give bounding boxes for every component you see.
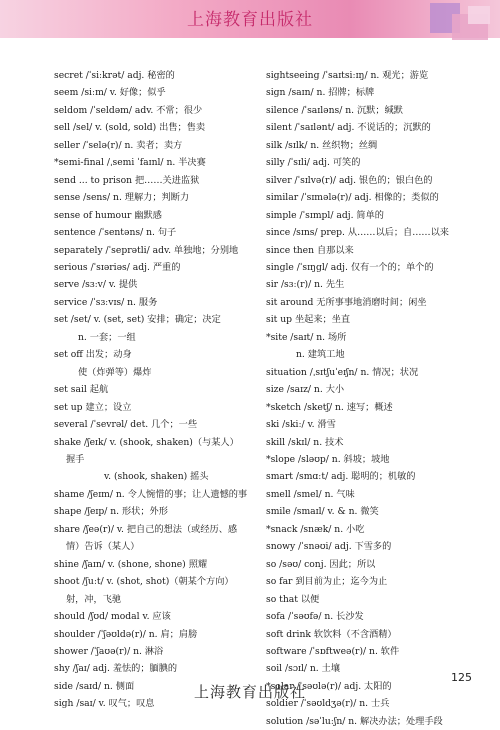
- glossary-entry-continuation: 使（炸弹等）爆炸: [78, 366, 152, 378]
- glossary-entry: soil /sɔɪl/ n. 土壤: [266, 663, 341, 675]
- glossary-entry-continuation: v. (shook, shaken) 摇头: [104, 471, 209, 483]
- glossary-entry: smart /smɑːt/ adj. 聪明的；机敏的: [266, 471, 416, 483]
- glossary-entry: *site /saɪt/ n. 场所: [266, 331, 347, 343]
- glossary-entry: side /saɪd/ n. 侧面: [54, 680, 135, 692]
- glossary-entry: silver /ˈsɪlvə(r)/ adj. 银色的；银白色的: [266, 174, 433, 186]
- glossary-entry: shoulder /ˈʃəʊldə(r)/ n. 肩；肩膀: [54, 628, 198, 640]
- glossary-entry-continuation: 射，冲，飞驰: [66, 593, 122, 605]
- glossary-entry-continuation: 情）告诉（某人）: [66, 541, 140, 553]
- glossary-entry: ski /skiː/ v. 滑雪: [266, 419, 336, 431]
- glossary-entry: so that 以便: [266, 593, 320, 605]
- glossary-entry: software /ˈsɒftweə(r)/ n. 软件: [266, 645, 400, 657]
- glossary-entry: shine /ʃaɪn/ v. (shone, shone) 照耀: [54, 558, 208, 570]
- glossary-entry: separately /ˈseprətli/ adv. 单独地；分别地: [54, 244, 239, 256]
- glossary-entry: shoot /ʃuːt/ v. (shot, shot)（朝某个方向）: [54, 576, 234, 588]
- glossary-entry: since /sɪns/ prep. 从……以后；自……以来: [266, 227, 449, 239]
- glossary-entry: similar /ˈsɪmələ(r)/ adj. 相像的；类似的: [266, 192, 439, 204]
- page-header-title: 上海教育出版社: [187, 10, 313, 30]
- glossary-entry: share /ʃeə(r)/ v. 把自己的想法（或经历、感: [54, 523, 238, 535]
- glossary-entry: snowy /ˈsnəʊi/ adj. 下雪多的: [266, 541, 392, 553]
- glossary-entry: several /ˈsevrəl/ det. 几个；一些: [54, 419, 198, 431]
- glossary-entry: shape /ʃeɪp/ n. 形状；外形: [54, 506, 168, 518]
- publisher-footer: 上海教育出版社: [193, 683, 306, 701]
- glossary-column-left: [54, 67, 254, 713]
- glossary-entry: shame /ʃeɪm/ n. 令人惋惜的事；让人遗憾的事: [54, 488, 248, 500]
- glossary-entry: shy /ʃaɪ/ adj. 羞怯的；腼腆的: [54, 663, 178, 675]
- glossary-entry: send ... to prison 把……关进监狱: [54, 174, 200, 186]
- glossary-entry: sit up 坐起来；坐直: [266, 314, 351, 326]
- glossary-entry: simple /ˈsɪmpl/ adj. 简单的: [266, 209, 384, 221]
- glossary-entry: *snack /snæk/ n. 小吃: [266, 523, 365, 535]
- glossary-entry: *solar /ˈsəʊlə(r)/ adj. 太阳的: [266, 680, 392, 692]
- glossary-entry: silk /sɪlk/ n. 丝织物；丝绸: [266, 139, 378, 151]
- glossary-entry: smell /smel/ n. 气味: [266, 488, 355, 500]
- glossary-entry: set /set/ v. (set, set) 安排；确定；决定: [54, 314, 221, 326]
- glossary-entry: sense /sens/ n. 理解力；判断力: [54, 192, 190, 204]
- glossary-entry: seldom /ˈseldəm/ adv. 不常；很少: [54, 104, 203, 116]
- page-number: 125: [451, 671, 472, 684]
- glossary-entry: silly /ˈsɪli/ adj. 可笑的: [266, 157, 361, 169]
- glossary-entry: sir /sɜː(r)/ n. 先生: [266, 279, 345, 291]
- glossary-entry: should /ʃʊd/ modal v. 应该: [54, 611, 171, 623]
- glossary-entry: soldier /ˈsəʊldʒə(r)/ n. 士兵: [266, 698, 390, 710]
- glossary-entry: serve /sɜːv/ v. 提供: [54, 279, 138, 291]
- glossary-entry: *slope /sləʊp/ n. 斜坡；坡地: [266, 453, 390, 465]
- glossary-entry-continuation: n. 建筑工地: [296, 349, 345, 361]
- glossary-entry: sign /saɪn/ n. 招牌；标牌: [266, 87, 375, 99]
- glossary-entry: seem /siːm/ v. 好像；似乎: [54, 87, 166, 99]
- glossary-entry: since then 自那以来: [266, 244, 354, 256]
- glossary-entry: single /ˈsɪŋgl/ adj. 仅有一个的；单个的: [266, 261, 434, 273]
- glossary-entry: sell /sel/ v. (sold, sold) 出售；售卖: [54, 122, 206, 134]
- glossary-entry: skill /skɪl/ n. 技术: [266, 436, 344, 448]
- glossary-entry: sentence /ˈsentəns/ n. 句子: [54, 227, 177, 239]
- glossary-entry: sofa /ˈsəʊfə/ n. 长沙发: [266, 611, 364, 623]
- glossary-entry: solution /səˈluːʃn/ n. 解决办法；处理手段: [266, 715, 443, 727]
- glossary-entry: service /ˈsɜːvɪs/ n. 服务: [54, 296, 158, 308]
- glossary-entry: sit around 无所事事地消磨时间；闲坐: [266, 296, 427, 308]
- glossary-entry: *semi-final /ˌsemi ˈfaɪnl/ n. 半决赛: [54, 157, 206, 169]
- glossary-entry: silent /ˈsaɪlənt/ adj. 不说话的；沉默的: [266, 122, 431, 134]
- glossary-entry: shower /ˈʃaʊə(r)/ n. 淋浴: [54, 645, 164, 657]
- glossary-entry: seller /ˈselə(r)/ n. 卖者；卖方: [54, 139, 183, 151]
- glossary-entry: so /səʊ/ conj. 因此；所以: [266, 558, 376, 570]
- glossary-entry: smile /smaɪl/ v. & n. 微笑: [266, 506, 379, 518]
- glossary-entry: silence /ˈsaɪləns/ n. 沉默；缄默: [266, 104, 403, 116]
- glossary-entry: so far 到目前为止；迄今为止: [266, 576, 388, 588]
- glossary-entry: set up 建立；设立: [54, 401, 132, 413]
- glossary-entry: situation /ˌsɪtʃuˈeɪʃn/ n. 情况；状况: [266, 366, 419, 378]
- glossary-entry: shake /ʃeɪk/ v. (shook, shaken)（与某人）: [54, 436, 239, 448]
- glossary-entry: serious /ˈsɪəriəs/ adj. 严重的: [54, 261, 181, 273]
- glossary-entry: sightseeing /ˈsaɪtsiːɪŋ/ n. 观光；游览: [266, 70, 429, 81]
- glossary-entry: *sketch /sketʃ/ n. 速写；概述: [266, 401, 393, 413]
- glossary-entry-continuation: n. 一套；一组: [78, 331, 136, 343]
- glossary-entry: size /saɪz/ n. 大小: [266, 384, 345, 396]
- glossary-entry: sigh /saɪ/ v. 叹气；叹息: [54, 698, 155, 710]
- glossary-entry: set off 出发；动身: [54, 349, 132, 361]
- glossary-column-right: [266, 67, 466, 730]
- glossary-entry-continuation: 握手: [66, 453, 85, 465]
- glossary-entry: set sail 起航: [54, 384, 109, 396]
- glossary-entry: soft drink 软饮料（不含酒精）: [266, 628, 397, 640]
- glossary-entry: sense of humour 幽默感: [54, 209, 162, 221]
- glossary-entry: secret /ˈsiːkrət/ adj. 秘密的: [54, 70, 175, 81]
